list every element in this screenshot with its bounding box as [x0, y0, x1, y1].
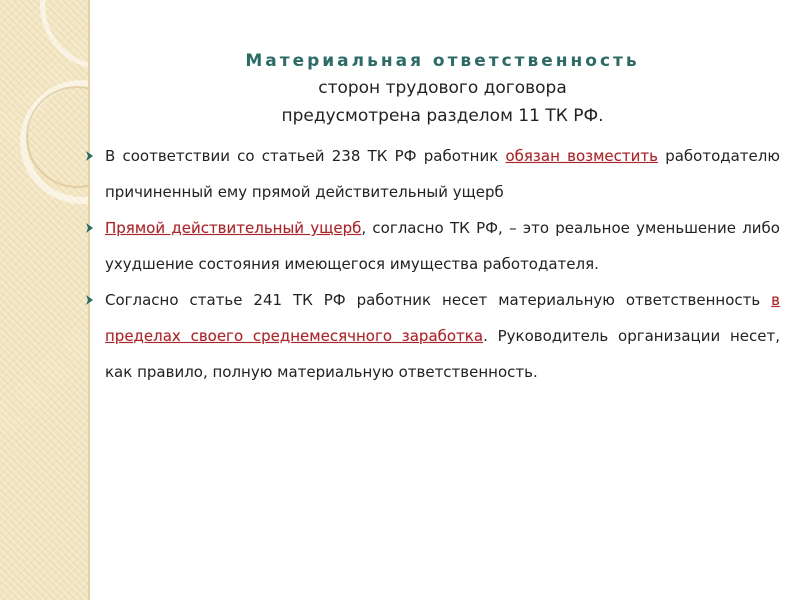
bullet-text: . Руководитель организации несет, как правило, полную материальную ответственность.: [105, 327, 781, 381]
slide-subtitle-line-2: предусмотрена разделом 11 ТК РФ.: [281, 106, 604, 126]
bullet-item: [105, 282, 780, 390]
title-block: [105, 0, 780, 130]
bullet-text: , согласно ТК РФ, – это реальное уменьшение либо ухудшение состояния имеющегося имущества работодателя.: [105, 219, 780, 273]
slide-content: [105, 0, 780, 390]
arrow-bullet-icon: [85, 151, 94, 161]
bullet-item: [105, 138, 780, 210]
arrow-bullet-icon: [85, 223, 94, 233]
bullet-item: [105, 210, 780, 282]
bullet-highlight: в пределах своего среднемесячного заработка: [105, 291, 780, 345]
decorative-side-panel: [0, 0, 88, 600]
slide-title: Материальная ответственность: [245, 51, 640, 71]
decorative-ring: [40, 0, 88, 70]
bullet-list: [105, 138, 780, 390]
arrow-bullet-icon: [85, 295, 94, 305]
slide-subtitle-line-1: сторон трудового договора: [318, 78, 567, 98]
bullet-text: Согласно статье 241 ТК РФ работник несет материальную ответственность: [105, 291, 772, 309]
bullet-highlight: обязан возместить: [505, 147, 658, 165]
bullet-text: В соответствии со статьей 238 ТК РФ работник: [105, 147, 506, 165]
bullet-text: работодателю причиненный ему прямой действительный ущерб: [105, 147, 780, 201]
bullet-highlight: Прямой действительный ущерб: [105, 219, 362, 237]
